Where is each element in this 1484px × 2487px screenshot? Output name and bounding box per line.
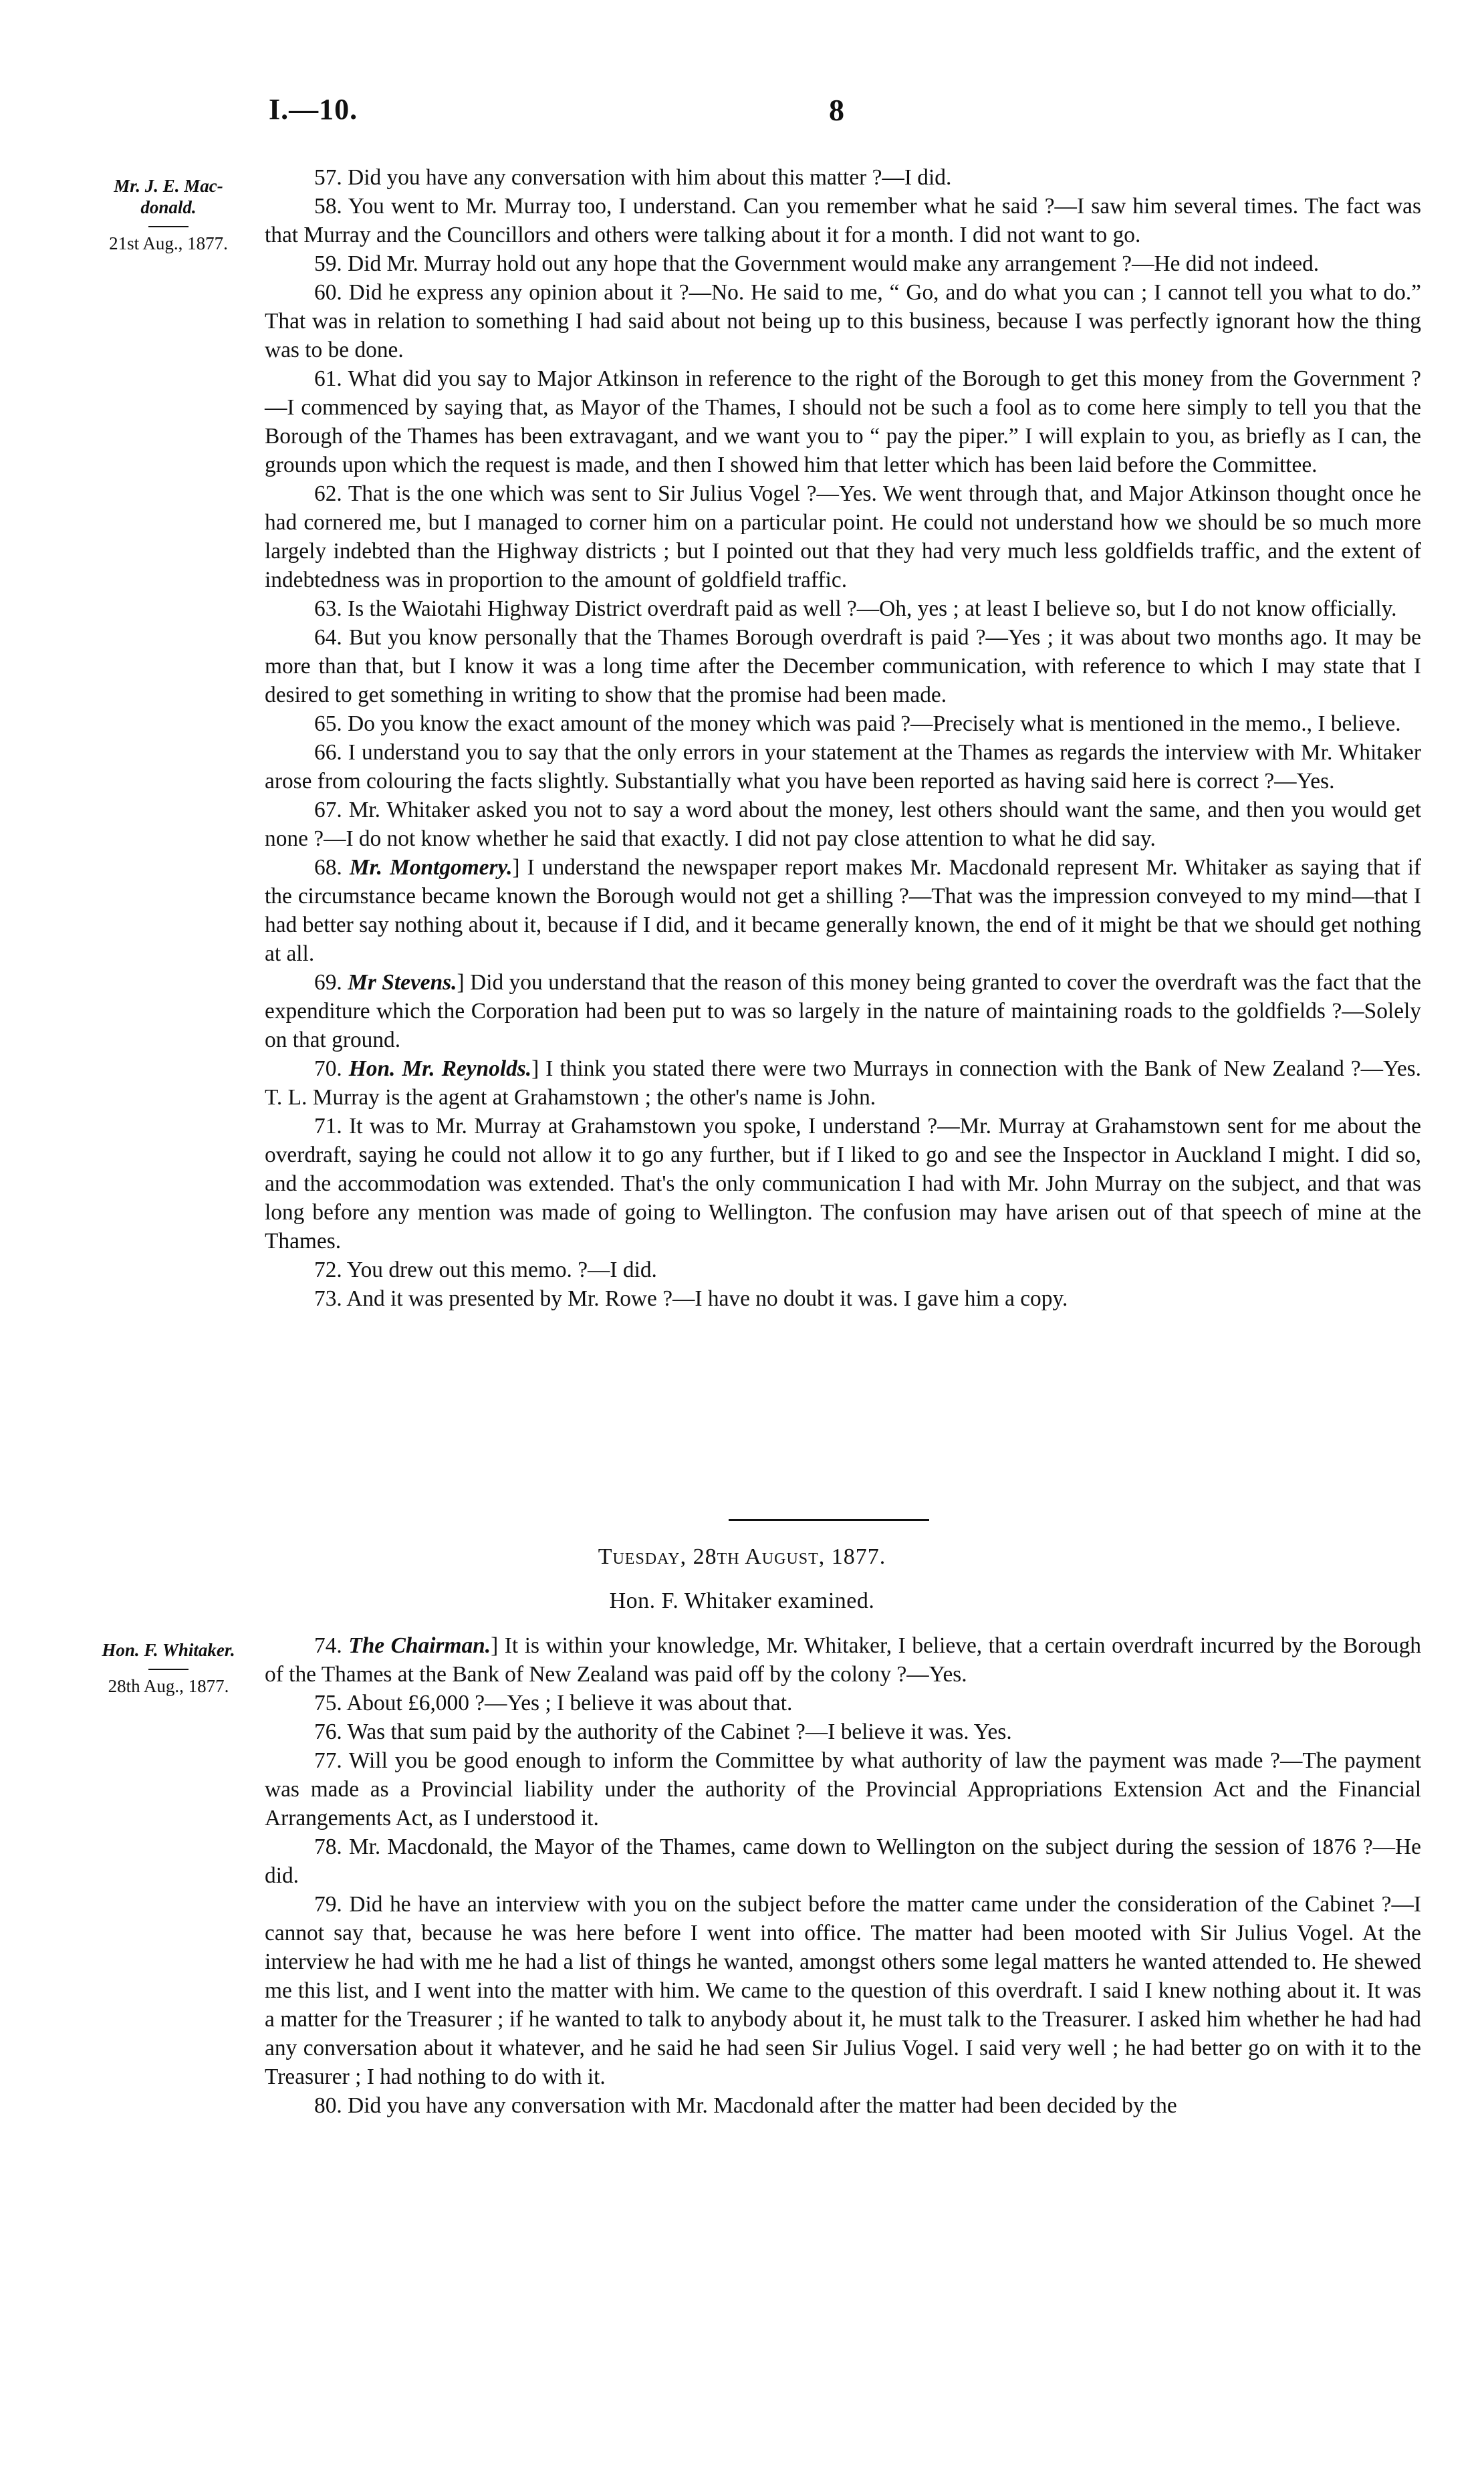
testimony-section-2 <box>265 1631 1421 2120</box>
question-69 <box>265 968 1421 1054</box>
question-65: 65. Do you know the exact amount of the money which was paid ?—Precisely what is mentioned in the memo., I believe. <box>314 711 1401 736</box>
question-73: 73. And it was presented by Mr. Rowe ?—I have no doubt it was. I gave him a copy. <box>314 1286 1068 1311</box>
question-68 <box>265 853 1421 968</box>
question-58: 58. You went to Mr. Murray too, I understand. Can you remember what he said ?—I saw him several times. The fact was that Murray and the Councillors and others were talking about it for a month. I did not want to go. <box>265 194 1421 247</box>
question-70 <box>265 1054 1421 1112</box>
witness-date: 21st Aug., 1877. <box>109 233 228 253</box>
margin-divider <box>148 226 189 227</box>
question-number: 74. <box>314 1633 342 1658</box>
question-72: 72. You drew out this memo. ?—I did. <box>314 1258 657 1282</box>
question-66: 66. I understand you to say that the only errors in your statement at the Thames as regards the interview with Mr. Whitaker arose from colouring the facts slightly. Substantially what you have been reported as having said here is correct ?—Yes. <box>265 740 1421 794</box>
question-77: 77. Will you be good enough to inform the Committee by what authority of law the payment was made ?—The payment was made as a Provincial liability under the authority of the Provincial Appropriations Extension Act and the Financial Arrangements Act, as I understood it. <box>265 1748 1421 1830</box>
question-57: 57. Did you have any conversation with him about this matter ?—I did. <box>314 165 952 190</box>
question-76: 76. Was that sum paid by the authority of the Cabinet ?—I believe it was. Yes. <box>314 1720 1012 1744</box>
question-60: 60. Did he express any opinion about it ?—No. He said to me, “ Go, and do what you can ; I cannot tell you what to do.” That was in relation to something I had said about not being up to this business, because I was perfectly ignorant how the thing was to be done. <box>265 280 1421 362</box>
witness-name: Mr. J. E. Mac-donald. <box>114 176 223 217</box>
margin-note-witness-2 <box>75 1639 262 1697</box>
question-text: ] I think you stated there were two Murrays in connection with the Bank of New Zealand ?—Yes. T. L. Murray is the agent at Grahamstown ; the other's name is John. <box>265 1056 1422 1110</box>
speaker-name: Hon. Mr. Reynolds. <box>348 1056 532 1081</box>
witness-name: Hon. F. Whitaker. <box>102 1640 235 1660</box>
section-divider <box>729 1519 929 1521</box>
question-74 <box>265 1631 1421 1689</box>
question-80: 80. Did you have any conversation with Mr. Macdonald after the matter had been decided by the <box>314 2093 1177 2118</box>
question-62: 62. That is the one which was sent to Sir Julius Vogel ?—Yes. We went through that, and Major Atkinson thought once he had cornered me, but I managed to corner him on a particular point. He could not understand how we should be so much more largely indebted than the Highway districts ; but I pointed out that they had very much less goldfields traffic, and the extent of indebtedness was in proportion to the amount of goldfield traffic. <box>265 481 1421 592</box>
page-number: 8 <box>829 93 844 127</box>
question-text: ] It is within your knowledge, Mr. Whitaker, I believe, that a certain overdraft incurred by the Borough of the Thames at the Bank of New Zealand was paid off by the colony ?—Yes. <box>265 1633 1421 1687</box>
margin-divider <box>148 1669 189 1670</box>
question-63: 63. Is the Waiotahi Highway District overdraft paid as well ?—Oh, yes ; at least I believe so, but I do not know officially. <box>314 596 1397 621</box>
question-78: 78. Mr. Macdonald, the Mayor of the Thames, came down to Wellington on the subject during the session of 1876 ?—He did. <box>265 1834 1421 1888</box>
witness-date: 28th Aug., 1877. <box>108 1676 229 1696</box>
question-71: 71. It was to Mr. Murray at Grahamstown you spoke, I understand ?—Mr. Murray at Grahamstown sent for me about the overdraft, saying he could not allow it to go any further, but if I liked to go and see the Inspector in Auckland I might. I did so, and the accommodation was extended. That's the only communication I had with Mr. John Murray on the subject, and that was long before any mention was made of going to Wellington. The confusion may have arisen out of that speech of mine at the Thames. <box>265 1114 1421 1254</box>
section-date-heading: Tuesday, 28th August, 1877. <box>598 1544 886 1569</box>
question-number: 68. <box>314 855 342 880</box>
section-examined-heading: Hon. F. Whitaker examined. <box>609 1588 875 1613</box>
question-61: 61. What did you say to Major Atkinson in reference to the right of the Borough to get this money from the Government ?—I commenced by saying that, as Mayor of the Thames, I should not be such a fool as to come here simply to tell you that the Borough of the Thames has been extravagant, and we want you to “ pay the piper.” I will explain to you, as briefly as I can, the grounds upon which the request is made, and then I showed him that letter which has been laid before the Committee. <box>265 366 1421 477</box>
question-number: 69. <box>314 970 342 995</box>
question-75: 75. About £6,000 ?—Yes ; I believe it was about that. <box>314 1691 793 1715</box>
question-59: 59. Did Mr. Murray hold out any hope that the Government would make any arrangement ?—He did not indeed. <box>314 251 1320 276</box>
testimony-section-1 <box>265 163 1421 1313</box>
question-67: 67. Mr. Whitaker asked you not to say a word about the money, lest others should want the same, and then you would get none ?—I do not know whether he said that exactly. I did not pay close attention to what he did say. <box>265 798 1421 851</box>
question-79: 79. Did he have an interview with you on the subject before the matter came under the consideration of the Cabinet ?—I cannot say that, because he was here before I went into office. The matter had been mooted with Sir Julius Vogel. At the interview he had with me he had a list of things he wanted, amongst others some legal matters he wanted attended to. He shewed me this list, and I went into the matter with him. We came to the question of this overdraft. I said I knew nothing about it. It was a matter for the Treasurer ; if he wanted to talk to anybody about it, he must talk to the Treasurer. I asked him whether he had had any conversation about it whatever, and he said he had seen Sir Julius Vogel. I said very well ; he had better go on with it to the Treasurer ; I had nothing to do with it. <box>265 1892 1421 2089</box>
speaker-name: Mr Stevens. <box>348 970 457 995</box>
question-number: 70. <box>314 1056 342 1081</box>
margin-note-witness-1 <box>75 175 262 254</box>
document-code: I.—10. <box>269 93 358 126</box>
question-64: 64. But you know personally that the Thames Borough overdraft is paid ?—Yes ; it was about two months ago. It may be more than that, but I know it was a long time after the December communication, with reference to which I may state that I desired to get something in writing to show that the promise had been made. <box>265 625 1421 707</box>
speaker-name: The Chairman. <box>348 1633 491 1658</box>
question-text: ] Did you understand that the reason of this money being granted to cover the overdraft was the fact that the expenditure which the Corporation had been put to was so largely in the nature of maintaining roads to the goldfields ?—Solely on that ground. <box>265 970 1421 1052</box>
question-text: ] I understand the newspaper report makes Mr. Macdonald represent Mr. Whitaker as saying that if the circumstance became known the Borough would not get a shilling ?—That was the impression conveyed to my mind—that I had better say nothing about it, because if I did, and it became generally known, the end of it might be that we should get nothing at all. <box>265 855 1421 966</box>
speaker-name: Mr. Montgomery. <box>349 855 513 880</box>
